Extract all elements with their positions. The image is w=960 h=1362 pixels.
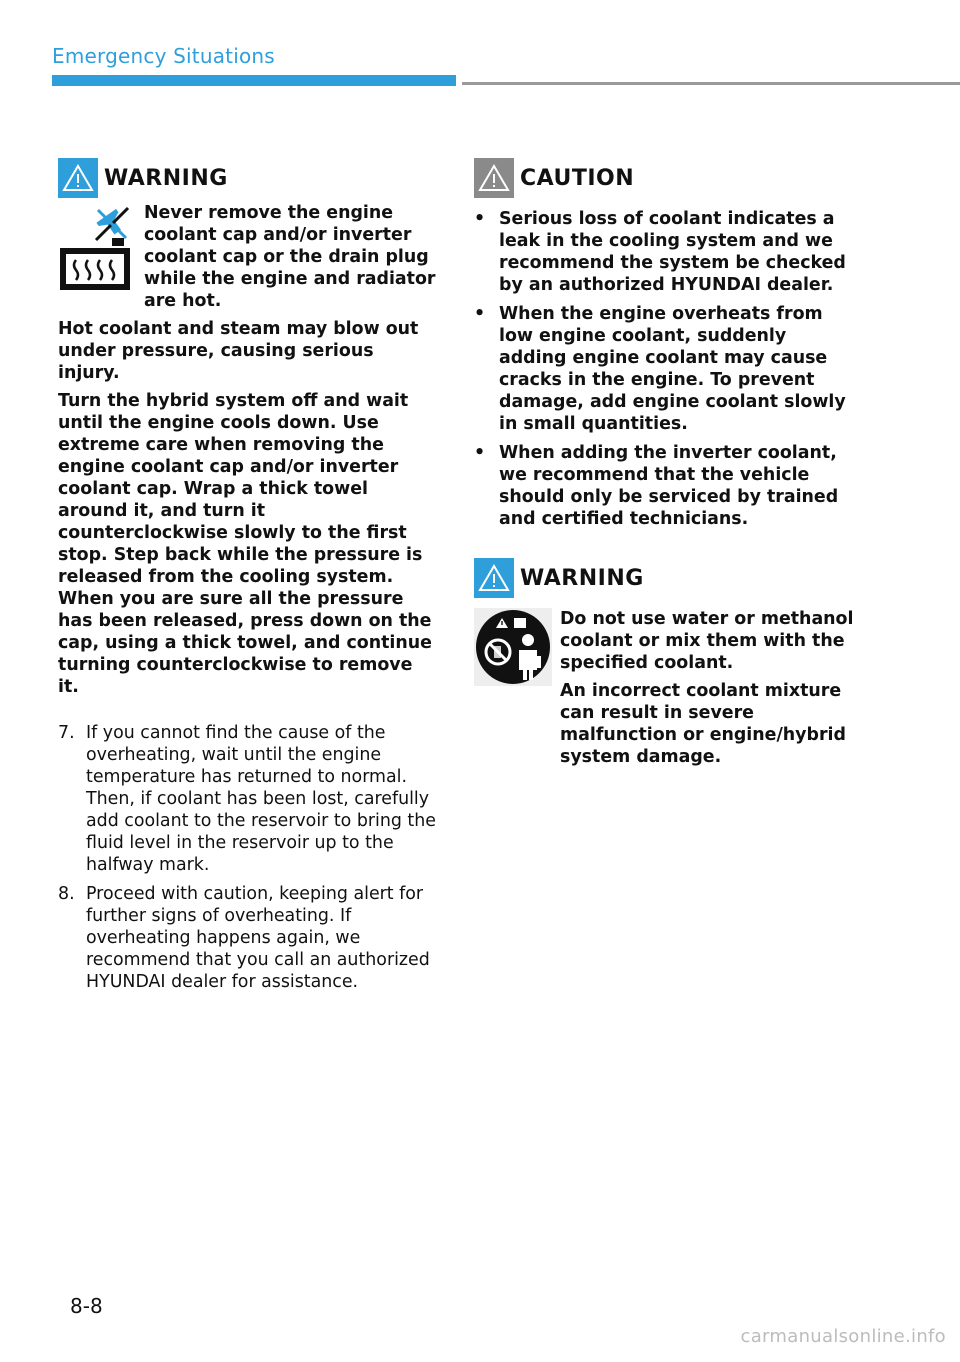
header-rule-gray: [462, 82, 960, 85]
warning-paragraph: Hot coolant and steam may blow out under pressure, causing serious injury.: [58, 319, 419, 383]
caution-bullet-list: [474, 208, 854, 530]
warning2-paragraph: Do not use water or methanol coolant or mix them with the specified coolant.: [560, 609, 854, 673]
coolant-technician-icon: [474, 608, 554, 768]
warning-paragraph: Turn the hybrid system off and wait until the engine cools down. Use extreme care when removing the engine coolant cap and/or inverter coolant cap. Wrap a thick towel around it, and turn it counterclockwise slowly to the first stop. Step back while the pressure is released from the cooling system. When you are sure all the pressure has been released, press down on the cap, using a thick towel, and continue turning counterclockwise to remove it.: [58, 391, 432, 697]
caution-title: CAUTION: [520, 165, 635, 191]
step-item: [58, 722, 438, 876]
warning2-image-row: [474, 608, 854, 768]
warning-triangle-icon: [474, 558, 514, 598]
step-number: 8.: [58, 884, 75, 904]
warning2-title: WARNING: [520, 565, 644, 591]
caution-bullet-text: Serious loss of coolant indicates a leak in the cooling system and we recommend the system be checked by an authorized HYUNDAI dealer.: [499, 209, 846, 295]
warning-triangle-icon: [474, 158, 514, 198]
engine-cap-hot-icon: [58, 202, 138, 312]
bullet-icon: •: [474, 304, 486, 324]
steps-list: [58, 722, 438, 993]
warning-triangle-icon: [58, 158, 98, 198]
section-title: Emergency Situations: [52, 44, 275, 68]
step-number: 7.: [58, 723, 75, 743]
warning2-paragraph: An incorrect coolant mixture can result in severe malfunction or engine/hybrid system damage.: [560, 681, 846, 767]
caution-bullet-text: When adding the inverter coolant, we recommend that the vehicle should only be serviced by trained and certified technicians.: [499, 443, 839, 529]
header-rule-blue: [52, 75, 456, 86]
page-number: 8-8: [70, 1294, 103, 1318]
right-column: [474, 158, 854, 768]
warning-image-row: [58, 202, 438, 312]
step-text: If you cannot find the cause of the overheating, wait until the engine temperature has returned to normal. Then, if coolant has been lost, carefully add coolant to the reservoir to bring the fluid level in the reservoir up to the halfway mark.: [86, 723, 436, 875]
warning-title: WARNING: [104, 165, 228, 191]
list-item: [474, 442, 854, 530]
caution-header: [474, 158, 854, 198]
bullet-icon: •: [474, 209, 486, 229]
list-item: [474, 208, 854, 296]
caution-bullet-text: When the engine overheats from low engine coolant, suddenly adding engine coolant may cause cracks in the engine. To prevent damage, add engine coolant slowly in small quantities.: [499, 304, 846, 434]
warning-header: [58, 158, 438, 198]
warning-lead-text: Never remove the engine coolant cap and/or inverter coolant cap or the drain plug while the engine and radiator are hot.: [144, 203, 436, 311]
step-item: [58, 883, 438, 993]
left-column: [58, 158, 438, 1000]
watermark: carmanualsonline.info: [740, 1326, 946, 1347]
list-item: [474, 303, 854, 435]
warning2-header: [474, 558, 854, 598]
step-text: Proceed with caution, keeping alert for further signs of overheating. If overheating happens again, we recommend that you call an authorized HYUNDAI dealer for assistance.: [86, 884, 430, 992]
bullet-icon: •: [474, 443, 486, 463]
